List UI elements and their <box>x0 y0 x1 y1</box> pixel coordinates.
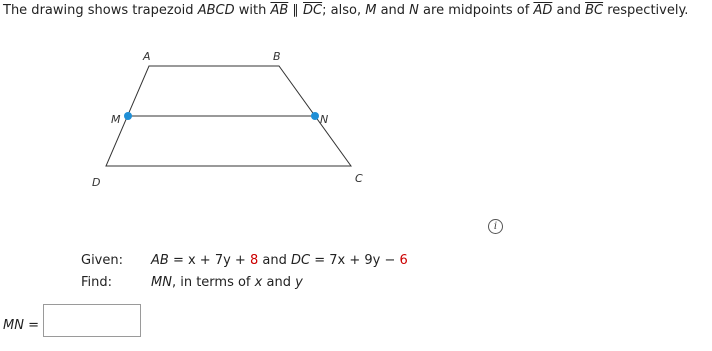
find-y: y <box>295 275 303 290</box>
vertex-label-b: B <box>273 50 281 63</box>
info-icon[interactable]: i <box>488 219 503 234</box>
find-words: , in terms of <box>171 275 255 290</box>
given-dc: DC <box>290 253 311 268</box>
problem-text: with <box>234 3 271 18</box>
problem-text: are midpoints of <box>418 3 534 18</box>
trapezoid-name: ABCD <box>197 3 235 18</box>
problem-text: and <box>376 3 410 18</box>
segment-ad: $\overline{AD}$ <box>533 3 553 18</box>
find-and: and <box>262 275 296 290</box>
given-and: and <box>258 253 291 268</box>
answer-label-text: MN = <box>3 318 39 333</box>
answer-label <box>3 318 39 333</box>
find-label: Find: <box>81 275 113 290</box>
point-n-name: N <box>409 3 419 18</box>
point-label-n: N <box>320 113 329 126</box>
problem-text: The drawing shows trapezoid <box>3 3 198 18</box>
problem-text: respectively. <box>603 3 689 18</box>
segment-bc: $\overline{BC}$ <box>585 3 604 18</box>
find-x: x <box>254 275 263 290</box>
given-ab: AB <box>151 253 169 268</box>
problem-text: ; also, <box>322 3 366 18</box>
vertex-label-c: C <box>355 172 363 185</box>
vertex-label-d: D <box>92 176 101 189</box>
given-eq1: = x + 7y + <box>168 253 250 268</box>
problem-text: and <box>552 3 586 18</box>
vertex-label-a: A <box>143 50 151 63</box>
given-equation <box>151 253 408 268</box>
segment-ab: $\overline{AB}$ <box>270 3 289 18</box>
given-label: Given: <box>81 253 123 268</box>
find-text <box>151 275 303 290</box>
segment-dc: $\overline{DC}$ <box>303 3 323 18</box>
parallel-symbol: ∥ <box>288 3 304 18</box>
find-mn: MN <box>151 275 172 290</box>
midpoint-n-dot <box>311 112 319 120</box>
midpoint-m-dot <box>124 112 132 120</box>
point-m-name: M <box>365 3 377 18</box>
answer-input[interactable] <box>43 304 141 337</box>
given-eq2: = 7x + 9y − <box>310 253 400 268</box>
given-constant-1: 8 <box>249 253 259 268</box>
given-constant-2: 6 <box>399 253 408 268</box>
point-label-m: M <box>111 113 121 126</box>
